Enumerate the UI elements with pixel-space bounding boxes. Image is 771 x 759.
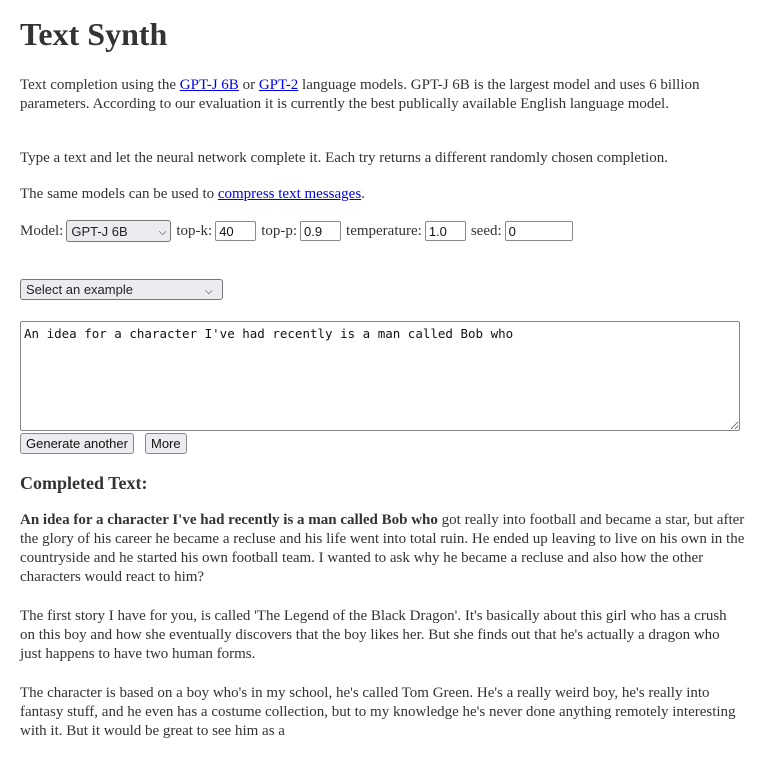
completion-prompt-bold: An idea for a character I've had recently is a man called Bob who <box>20 512 438 528</box>
example-select[interactable] <box>20 279 223 300</box>
instructions-paragraph: Type a text and let the neural network complete it. Each try returns a different randomly chosen completion. <box>20 150 669 166</box>
completion-paragraph-3: The character is based on a boy who's in my school, he's called Tom Green. He's a really weird boy, he's really into fantasy stuff, and he even has a costume collection, but to my knowledge he's never done anything remotely interesting with it. But it would be great to see him as a <box>20 685 736 739</box>
page-title: Text Synth <box>20 16 168 52</box>
temperature-input[interactable] <box>425 221 466 241</box>
completion-paragraph-1 <box>20 511 745 587</box>
model-select[interactable] <box>66 220 171 242</box>
topp-input[interactable] <box>300 221 341 241</box>
gptj-link[interactable]: GPT-J 6B <box>179 77 239 93</box>
temperature-label: temperature: <box>346 222 422 239</box>
prompt-textarea[interactable] <box>20 321 740 431</box>
intro-paragraph <box>20 76 745 114</box>
generate-another-button[interactable]: Generate another <box>20 433 134 454</box>
model-label: Model: <box>20 222 64 239</box>
intro-text-mid: or <box>238 77 259 93</box>
model-select-wrap <box>66 220 176 242</box>
compress-link[interactable]: compress text messages <box>217 186 362 202</box>
more-button[interactable]: More <box>145 433 187 454</box>
completion-paragraph-2: The first story I have for you, is called 'The Legend of the Black Dragon'. It's basically about this girl who has a crush on this boy and how she eventually discovers that the boy likes her. But she finds out that he's actually a dragon who just happens to have two human forms. <box>20 608 727 662</box>
topk-label: top-k: <box>176 222 213 239</box>
model-controls <box>20 220 578 242</box>
intro-text-post: language models. GPT-J 6B is the largest model and uses 6 billion parameters. According to our evaluation it is currently the best publically available English language model. <box>20 77 700 112</box>
seed-input[interactable] <box>505 221 573 241</box>
compress-paragraph <box>20 185 745 204</box>
compress-text-post: . <box>361 186 365 202</box>
completed-text-heading: Completed Text: <box>20 473 148 493</box>
seed-label: seed: <box>470 222 502 239</box>
compress-text-pre: The same models can be used to <box>20 186 218 202</box>
chevron-down-icon: ⌵ <box>158 227 167 238</box>
completion-text-1: got really into football and became a star, but after the glory of his career he became a recluse and his life went into total ruin. He ended up leaving to live on his own in the countryside and he started his own football team. I wanted to ask why he became a recluse and also how the other characters would react to him? <box>20 512 745 585</box>
gpt2-link[interactable]: GPT-2 <box>258 77 299 93</box>
topk-input[interactable] <box>215 221 256 241</box>
topp-label: top-p: <box>261 222 298 239</box>
intro-text-pre: Text completion using the <box>20 77 180 93</box>
chevron-down-icon: ⌵ <box>205 286 213 297</box>
